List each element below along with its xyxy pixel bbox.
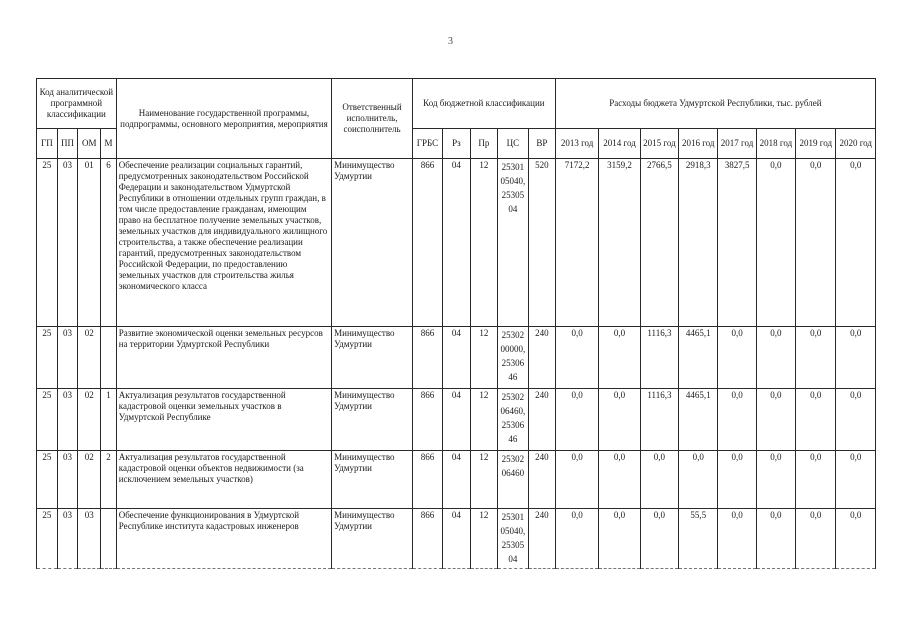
amount-cell: 0,0 <box>599 509 640 569</box>
name-cell: Развитие экономической оценки земельных ресурсов на территории Удмуртской Республики <box>116 327 331 389</box>
cs-code-part: 25302 <box>501 392 525 402</box>
sub-header-3: М <box>101 129 117 159</box>
om-cell: 02 <box>78 327 101 389</box>
amount-cell: 0,0 <box>718 509 756 569</box>
gp-cell: 25 <box>37 451 58 509</box>
executor-cell: Минимущество Удмуртии <box>332 509 413 569</box>
executor-cell: Минимущество Удмуртии <box>332 327 413 389</box>
cs-cell <box>497 451 528 509</box>
pr-cell: 12 <box>470 451 497 509</box>
cs-code-part: 25301 <box>501 512 525 522</box>
pp-cell: 03 <box>57 327 78 389</box>
rz-cell: 04 <box>442 451 470 509</box>
table-row <box>37 451 876 509</box>
vr-cell: 520 <box>528 159 555 327</box>
cs-code-part: 00000, <box>500 344 526 354</box>
amount-cell: 0,0 <box>796 159 836 327</box>
year-header-0: 2013 год <box>555 129 598 159</box>
budget-table <box>36 78 876 569</box>
amount-cell: 0,0 <box>836 451 876 509</box>
name-cell: Обеспечение реализации социальных гарантий, предусмотренных законодательством Российской Федерации и законодательством Удмуртской Республики в отношении отдельных групп граждан, в том числе предоставление гражданам, имеющим право на бесплатное получение земельных участков, земельных участков для индивидуального жилищного строительства, а также обеспечение реализации гарантий, предусмотренных законодательством Российской Федерации, по предоставлению земельных участков для строительства жилья экономического класса <box>116 159 331 327</box>
amount-cell: 0,0 <box>555 509 598 569</box>
cs-code-part: 05040, <box>500 176 526 186</box>
cs-code-part: 46 <box>508 372 518 382</box>
amount-cell: 1116,3 <box>640 389 678 451</box>
cs-code-part: 46 <box>508 434 518 444</box>
grbs-cell: 866 <box>412 509 442 569</box>
executor-cell: Минимущество Удмуртии <box>332 389 413 451</box>
amount-cell: 0,0 <box>796 327 836 389</box>
m-cell <box>101 509 117 569</box>
amount-cell: 0,0 <box>756 451 795 509</box>
amount-cell: 0,0 <box>756 159 795 327</box>
amount-cell: 1116,3 <box>640 327 678 389</box>
budget-sub-header-0: ГРБС <box>412 129 442 159</box>
m-cell: 6 <box>101 159 117 327</box>
budget-sub-header-1: Рз <box>442 129 470 159</box>
om-cell: 02 <box>78 451 101 509</box>
budget-sub-header-2: Пр <box>470 129 497 159</box>
gp-cell: 25 <box>37 159 58 327</box>
table-row <box>37 327 876 389</box>
pp-cell: 03 <box>57 509 78 569</box>
year-header-4: 2017 год <box>718 129 756 159</box>
cs-code-part: 25302 <box>501 454 525 464</box>
amount-cell: 0,0 <box>555 389 598 451</box>
budget-code-header: Код бюджетной классификации <box>412 79 555 129</box>
name-cell: Актуализация результатов государственной кадастровой оценки объектов недвижимости (за исключением земельных участков) <box>116 451 331 509</box>
cs-code-part: 25305 <box>501 190 525 200</box>
amount-cell: 0,0 <box>796 509 836 569</box>
amount-cell: 0,0 <box>640 509 678 569</box>
cs-code-part: 05040, <box>500 526 526 536</box>
name-cell: Актуализация результатов государственной кадастровой оценки земельных участков в Удмуртской Республике <box>116 389 331 451</box>
amount-cell: 0,0 <box>756 327 795 389</box>
pr-cell: 12 <box>470 509 497 569</box>
sub-header-1: ПП <box>57 129 78 159</box>
budget-sub-header-4: ВР <box>528 129 555 159</box>
amount-cell: 0,0 <box>796 451 836 509</box>
m-cell: 1 <box>101 389 117 451</box>
cs-code-part: 06460, <box>500 406 526 416</box>
cs-code-part: 04 <box>508 554 518 564</box>
rz-cell: 04 <box>442 389 470 451</box>
year-header-5: 2018 год <box>756 129 795 159</box>
amount-cell: 0,0 <box>836 509 876 569</box>
executor-cell: Минимущество Удмуртии <box>332 451 413 509</box>
pr-cell: 12 <box>470 159 497 327</box>
pp-cell: 03 <box>57 389 78 451</box>
amount-cell: 2918,3 <box>679 159 718 327</box>
amount-cell: 3159,2 <box>599 159 640 327</box>
amount-cell: 3827,5 <box>718 159 756 327</box>
amount-cell: 0,0 <box>718 327 756 389</box>
gp-cell: 25 <box>37 327 58 389</box>
amount-cell: 0,0 <box>599 451 640 509</box>
amount-cell: 0,0 <box>718 451 756 509</box>
cs-code-part: 25306 <box>501 420 525 430</box>
name-header: Наименование государственной программы, подпрограммы, основного мероприятия, мероприятия <box>116 79 331 159</box>
name-cell: Обеспечение функционирования в Удмуртской Республике института кадастровых инженеров <box>116 509 331 569</box>
amount-cell: 0,0 <box>796 389 836 451</box>
m-cell: 2 <box>101 451 117 509</box>
vr-cell: 240 <box>528 327 555 389</box>
rz-cell: 04 <box>442 327 470 389</box>
rz-cell: 04 <box>442 159 470 327</box>
year-header-6: 2019 год <box>796 129 836 159</box>
amount-cell: 2766,5 <box>640 159 678 327</box>
cs-code-part: 25302 <box>501 330 525 340</box>
amount-cell: 7172,2 <box>555 159 598 327</box>
vr-cell: 240 <box>528 509 555 569</box>
pr-cell: 12 <box>470 327 497 389</box>
year-header-1: 2014 год <box>599 129 640 159</box>
amount-cell: 0,0 <box>555 327 598 389</box>
amount-cell: 0,0 <box>836 389 876 451</box>
cs-cell <box>497 509 528 569</box>
cs-code-part: 25306 <box>501 358 525 368</box>
vr-cell: 240 <box>528 451 555 509</box>
table-row <box>37 389 876 451</box>
pp-cell: 03 <box>57 451 78 509</box>
year-header-2: 2015 год <box>640 129 678 159</box>
gp-cell: 25 <box>37 509 58 569</box>
cs-code-part: 06460 <box>501 468 525 478</box>
expenses-header: Расходы бюджета Удмуртской Республики, тыс. рублей <box>555 79 875 129</box>
grbs-cell: 866 <box>412 389 442 451</box>
table-row <box>37 159 876 327</box>
grbs-cell: 866 <box>412 159 442 327</box>
budget-sub-header-3: ЦС <box>497 129 528 159</box>
om-cell: 01 <box>78 159 101 327</box>
amount-cell: 0,0 <box>599 389 640 451</box>
page-number: 3 <box>448 36 453 47</box>
year-header-3: 2016 год <box>679 129 718 159</box>
analytic-code-header: Код аналитической программной классификации <box>37 79 117 129</box>
m-cell <box>101 327 117 389</box>
cs-cell <box>497 327 528 389</box>
amount-cell: 55,5 <box>679 509 718 569</box>
amount-cell: 0,0 <box>679 451 718 509</box>
pp-cell: 03 <box>57 159 78 327</box>
amount-cell: 0,0 <box>836 159 876 327</box>
executor-cell: Минимущество Удмуртии <box>332 159 413 327</box>
grbs-cell: 866 <box>412 451 442 509</box>
vr-cell: 240 <box>528 389 555 451</box>
table-row <box>37 509 876 569</box>
executor-header: Ответственный исполнитель, соисполнитель <box>332 79 413 159</box>
amount-cell: 4465,1 <box>679 327 718 389</box>
year-header-7: 2020 год <box>836 129 876 159</box>
amount-cell: 0,0 <box>756 389 795 451</box>
amount-cell: 0,0 <box>836 327 876 389</box>
amount-cell: 0,0 <box>555 451 598 509</box>
sub-header-2: ОМ <box>78 129 101 159</box>
amount-cell: 0,0 <box>756 509 795 569</box>
cs-cell <box>497 159 528 327</box>
rz-cell: 04 <box>442 509 470 569</box>
om-cell: 02 <box>78 389 101 451</box>
amount-cell: 0,0 <box>599 327 640 389</box>
pr-cell: 12 <box>470 389 497 451</box>
amount-cell: 4465,1 <box>679 389 718 451</box>
amount-cell: 0,0 <box>640 451 678 509</box>
cs-code-part: 25305 <box>501 540 525 550</box>
gp-cell: 25 <box>37 389 58 451</box>
cs-code-part: 25301 <box>501 162 525 172</box>
sub-header-0: ГП <box>37 129 58 159</box>
om-cell: 03 <box>78 509 101 569</box>
grbs-cell: 866 <box>412 327 442 389</box>
cs-code-part: 04 <box>508 204 518 214</box>
amount-cell: 0,0 <box>718 389 756 451</box>
cs-cell <box>497 389 528 451</box>
